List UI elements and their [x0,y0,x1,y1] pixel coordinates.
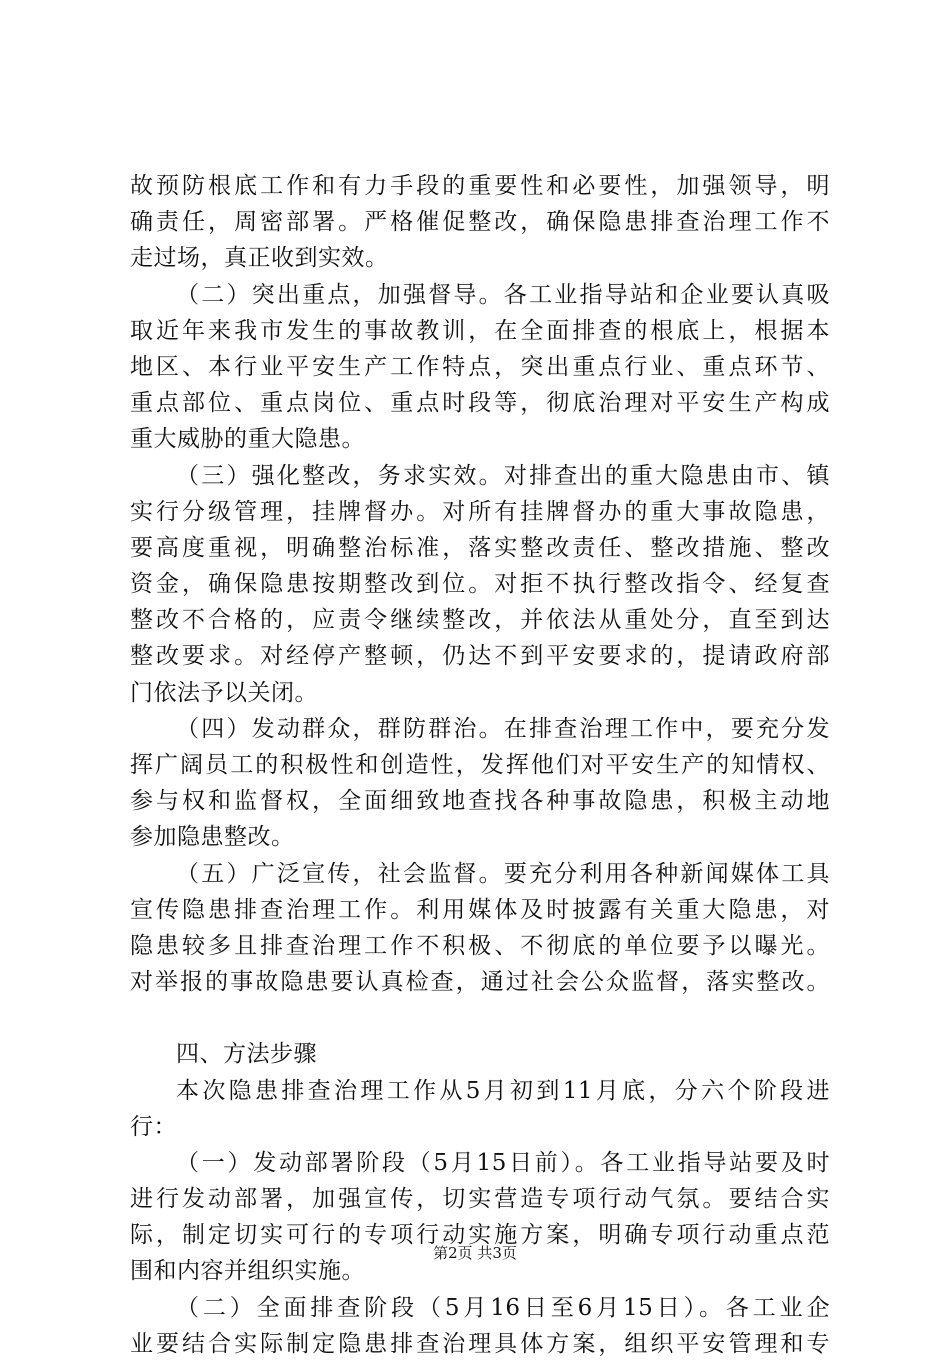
section-heading: 四、方法步骤 [176,1041,317,1068]
document-body [130,168,830,1362]
text-line: 际，制定切实可行的专项行动实施方案，明确专项行动重点范 [130,1222,830,1249]
text-line: 本次隐患排查治理工作从5月初到11月底，分六个阶段进 [176,1077,830,1104]
text-line: 取近年来我市发生的事故教训，在全面排查的根底上，根据本 [130,317,830,344]
text-line: 参加隐患整改。 [130,824,295,851]
text-line: 要高度重视，明确整治标准，落实整改责任、整改措施、整改 [130,534,830,561]
text-line: 重大威胁的重大隐患。 [130,426,365,453]
text-line: 故预防根底工作和有力手段的重要性和必要性，加强领导，明 [130,173,830,199]
text-line: 走过场，真正收到实效。 [130,245,389,272]
text-line: （一）发动部署阶段（5月15日前）。各工业指导站要及时 [176,1149,830,1176]
page-number-footer: 第2页 共3页 [433,1244,517,1262]
text-line: 对举报的事故隐患要认真检查，通过社会公众监督，落实整改。 [130,969,830,996]
text-line: 隐患较多且排查治理工作不积极、不彻底的单位要予以曝光。 [130,932,830,959]
text-line: 行： [130,1113,177,1140]
text-line: 整改不合格的，应责令继续整改，并依法从重处分，直至到达 [130,607,830,634]
paragraph-gap [130,1000,830,1036]
text-line: （二）突出重点，加强督导。各工业指导站和企业要认真吸 [176,281,830,308]
text-line: （三）强化整改，务求实效。对排查出的重大隐患由市、镇 [176,462,830,489]
text-line: 确责任，周密部署。严格催促整改，确保隐患排查治理工作不 [130,209,830,236]
text-line: 围和内容并组织实施。 [130,1258,365,1285]
text-line: （二）全面排查阶段（5月16日至6月15日）。各工业企 [176,1294,830,1321]
text-line: 实行分级管理，挂牌督办。对所有挂牌督办的重大事故隐患， [130,498,830,525]
text-line: 门依法予以关闭。 [130,679,318,706]
text-line: 进行发动部署，加强宣传，切实营造专项行动气氛。要结合实 [130,1186,830,1213]
text-line: 重点部位、重点岗位、重点时段等，彻底治理对平安生产构成 [130,390,830,417]
text-line: 宣传隐患排查治理工作。利用媒体及时披露有关重大隐患，对 [130,896,830,923]
text-line: 参与权和监督权，全面细致地查找各种事故隐患，积极主动地 [130,788,830,815]
text-line: 整改要求。对经停产整顿，仍达不到平安要求的，提请政府部 [130,643,830,670]
text-line: 业要结合实际制定隐患排查治理具体方案，组织平安管理和专 [130,1330,830,1357]
text-line: （四）发动群众，群防群治。在排查治理工作中，要充分发 [176,715,830,742]
text-line: 挥广阔员工的积极性和创造性，发挥他们对平安生产的知情权、 [130,752,830,778]
text-line: 资金，确保隐患按期整改到位。对拒不执行整改指令、经复查 [130,571,830,598]
text-line: 地区、本行业平安生产工作特点，突出重点行业、重点环节、 [130,353,830,380]
text-line: （五）广泛宣传，社会监督。要充分利用各种新闻媒体工具 [176,860,830,887]
